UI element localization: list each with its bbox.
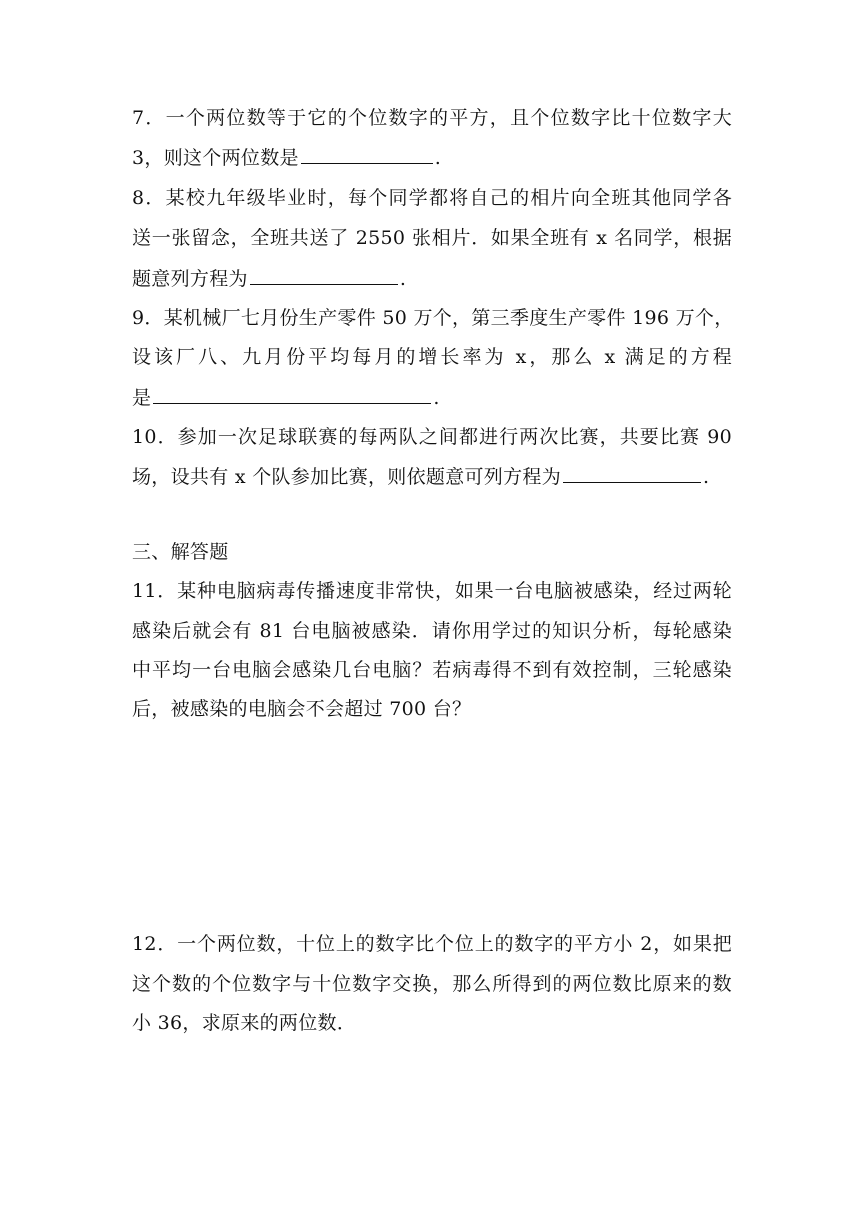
q10-line-2-end: . [703, 466, 710, 488]
q7-line-2-end: . [434, 147, 442, 169]
q9-line-3-text: 是 [132, 387, 152, 409]
q7-line-2-text: 3，则这个两位数是 [132, 147, 299, 169]
q9-answer-blank[interactable] [153, 385, 431, 404]
q11-line-3: 中平均一台电脑会感染几台电脑？若病毒得不到有效控制，三轮感染 [132, 659, 732, 681]
q9-line-1: 9．某机械厂七月份生产零件 50 万个，第三季度生产零件 196 万个， [132, 307, 734, 329]
q9-line-2: 设该厂八、九月份平均每月的增长率为 x，那么 x 满足的方程 [132, 346, 732, 368]
q11-line-1: 11．某种电脑病毒传播速度非常快，如果一台电脑被感染，经过两轮 [132, 580, 732, 602]
q9-line-3 [132, 385, 732, 410]
q7-line-1: 7．一个两位数等于它的个位数字的平方，且个位数字比十位数字大 [132, 107, 732, 129]
q8-answer-blank[interactable] [250, 266, 398, 285]
q10-line-2 [132, 464, 732, 489]
q12-line-2: 这个数的个位数字与十位数字交换，那么所得到的两位数比原来的数 [132, 973, 732, 995]
q11-line-4: 后，被感染的电脑会不会超过 700 台？ [132, 698, 472, 720]
q10-line-2-text: 场，设共有 x 个队参加比赛，则依题意可列方程为 [132, 466, 561, 488]
q8-line-3-end: . [399, 268, 407, 290]
q7-line-2 [132, 145, 732, 170]
q7-answer-blank[interactable] [301, 145, 433, 164]
q12-line-3: 小 36，求原来的两位数． [132, 1012, 357, 1034]
section-heading: 三、解答题 [132, 541, 229, 563]
q8-line-3 [132, 266, 732, 291]
q12-line-1: 12．一个两位数，十位上的数字比个位上的数字的平方小 2，如果把 [132, 933, 732, 955]
q8-line-3-text: 题意列方程为 [132, 268, 248, 290]
q10-line-1: 10．参加一次足球联赛的每两队之间都进行两次比赛，共要比赛 90 [132, 426, 732, 448]
q10-answer-blank[interactable] [563, 464, 701, 483]
q9-line-3-end: . [433, 387, 440, 409]
q11-line-2: 感染后就会有 81 台电脑被感染．请你用学过的知识分析，每轮感染 [132, 620, 732, 642]
q8-line-2: 送一张留念，全班共送了 2550 张相片．如果全班有 x 名同学，根据 [132, 227, 732, 249]
q8-line-1: 8．某校九年级毕业时，每个同学都将自己的相片向全班其他同学各 [132, 187, 732, 209]
